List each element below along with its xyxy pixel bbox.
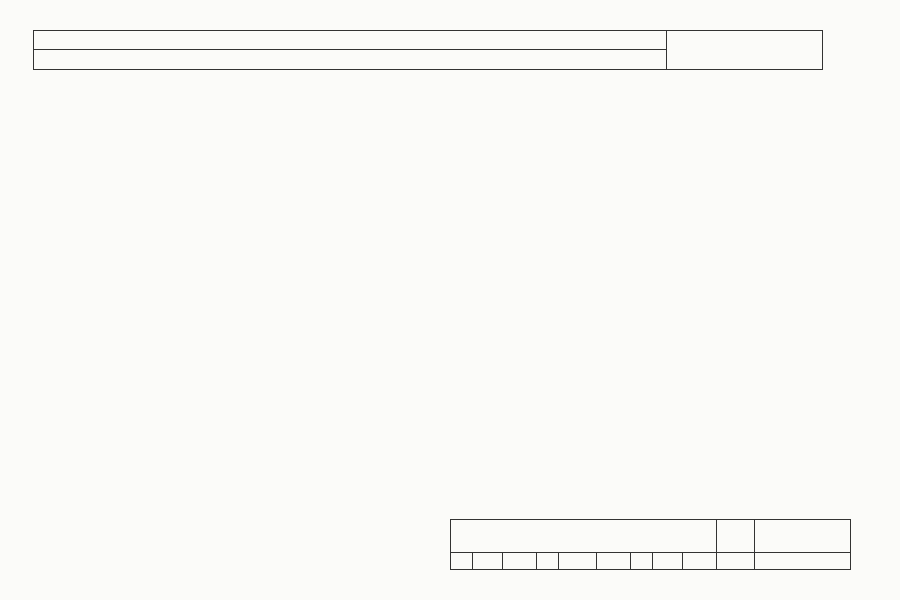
drawing-title (451, 520, 717, 553)
checker-signature (597, 553, 631, 570)
checker-name (559, 553, 597, 570)
design-label (631, 553, 653, 570)
page-number (755, 553, 851, 570)
check-label (537, 553, 559, 570)
reviewer-signature (503, 553, 537, 570)
designer-name (653, 553, 683, 570)
designer-signature (683, 553, 717, 570)
brand-logo (2, 0, 162, 75)
page-label (717, 553, 755, 570)
review-label (451, 553, 473, 570)
atlas-label (717, 520, 755, 553)
title-block (450, 519, 851, 570)
atlas-number (755, 520, 851, 553)
reviewer-name (473, 553, 503, 570)
figure-header (667, 31, 823, 70)
